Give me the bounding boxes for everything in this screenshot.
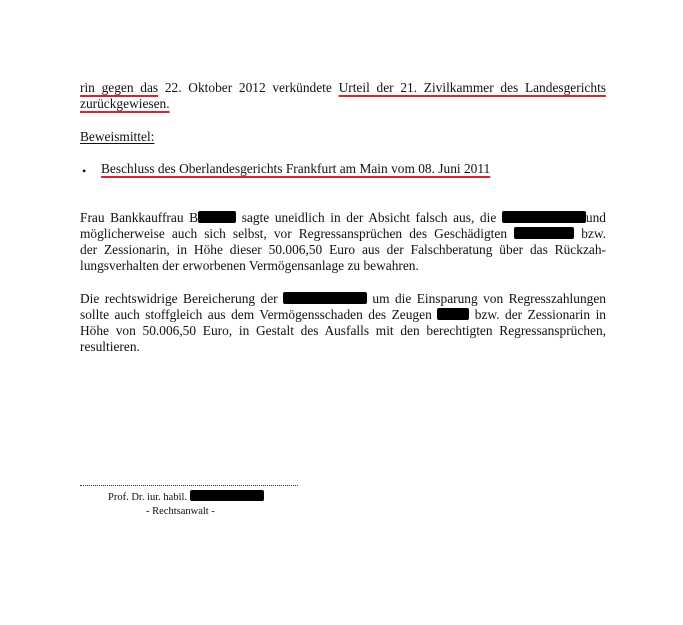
paragraph2-line2 (80, 226, 606, 242)
evidence-item (101, 161, 521, 177)
redaction-block (198, 211, 236, 223)
text-span: Höhe von 50.006,50 Euro, in Gestalt des Ausfalls mit den berechtigten Regressansprüchen, (80, 323, 606, 338)
text-span: der Zessionarin, in Höhe dieser 50.006,50 Euro aus der Falschberatung über das Rückzah- (80, 242, 606, 257)
redaction-block (190, 490, 264, 501)
paragraph2-line3 (80, 242, 606, 258)
redaction-block (502, 211, 586, 223)
evidence-item-text: Beschluss des Oberlandesgerichts Frankfurt am Main vom 08. Juni 2011 (101, 161, 491, 176)
redaction-block (514, 227, 574, 239)
text-span: 22. Oktober 2012 verkündete (158, 80, 339, 95)
signature-line (80, 485, 298, 486)
text-span: bzw. der Zessionarin in (469, 307, 606, 322)
signature-name-prefix: Prof. Dr. iur. habil. (108, 492, 190, 503)
text-span: und (585, 210, 606, 225)
text-span: möglicherweise auch sich selbst, vor Regressansprüchen des Geschädigten (80, 226, 515, 241)
signature-title: - Rechtsanwalt - (146, 506, 215, 517)
paragraph1-line1 (80, 80, 606, 96)
paragraph2-line1 (80, 210, 606, 226)
paragraph3-line4 (80, 339, 606, 355)
text-span: sollte auch stoffgleich aus dem Vermögensschaden des Zeugen (80, 307, 438, 322)
text-span: Die rechtswidrige Bereicherung der (80, 291, 284, 306)
text-span: resultieren. (80, 339, 140, 354)
paragraph3-line2 (80, 307, 606, 323)
paragraph1-line2 (80, 96, 606, 112)
evidence-heading (80, 129, 606, 145)
redaction-block (283, 292, 367, 304)
paragraph2-line4 (80, 258, 606, 274)
bullet-icon: • (82, 164, 87, 178)
signature-name (108, 490, 264, 504)
text-span: Frau Bankkauffrau B (80, 210, 199, 225)
redaction-block (437, 308, 469, 320)
paragraph3-line3 (80, 323, 606, 339)
text-span: lungsverhalten der erworbenen Vermögensanlage zu bewahren. (80, 258, 419, 273)
text-span: bzw. (574, 226, 606, 241)
underlined-phrase: zurückgewiesen. (80, 96, 170, 111)
heading-text: Beweismittel: (80, 129, 155, 144)
text-span: um die Einsparung von Regresszahlungen (367, 291, 606, 306)
underlined-phrase: rin gegen das (80, 80, 159, 95)
paragraph3-line1 (80, 291, 606, 307)
underlined-phrase: Urteil der 21. Zivilkammer des Landesgerichts (338, 80, 606, 95)
text-span: sagte uneidlich in der Absicht falsch aus, die (236, 210, 502, 225)
